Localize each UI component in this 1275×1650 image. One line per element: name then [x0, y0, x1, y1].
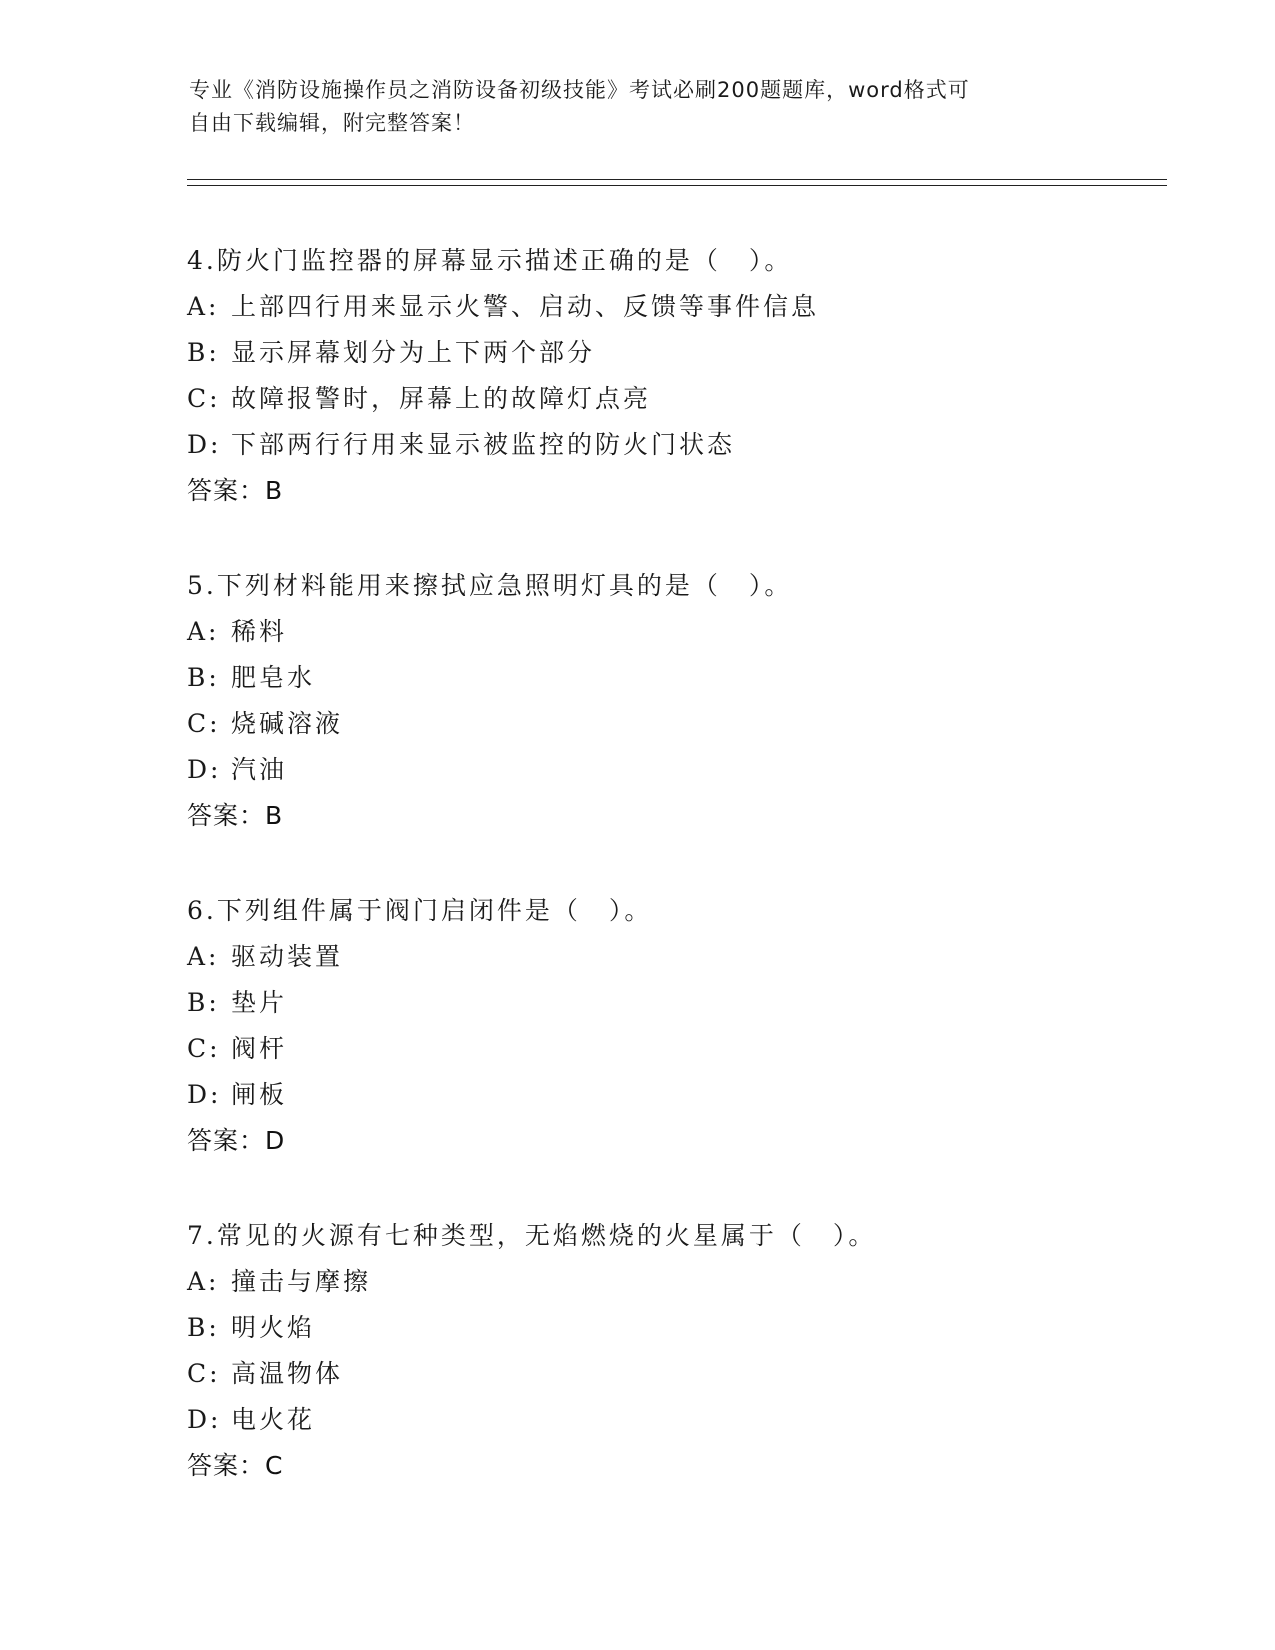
header-divider-bottom: [187, 185, 1167, 186]
option-text: 汽油: [231, 755, 288, 784]
header-line-1: 专业《消防设施操作员之消防设备初级技能》考试必刷200题题库，word格式可: [189, 78, 970, 102]
option-c: [187, 376, 1147, 422]
answer-line: 答案：B: [187, 476, 284, 505]
option-d: [187, 422, 1147, 468]
option-letter: D:: [187, 1405, 222, 1434]
question-stem: 5.下列材料能用来擦拭应急照明灯具的是（ ）。: [187, 571, 793, 600]
option-text: 垫片: [231, 988, 288, 1017]
option-b: [187, 980, 1147, 1026]
document-header: [189, 74, 1089, 140]
option-text: 高温物体: [231, 1359, 344, 1388]
option-text: 下部两行行用来显示被监控的防火门状态: [231, 430, 736, 459]
option-letter: D:: [187, 1080, 222, 1109]
option-letter: A:: [187, 292, 220, 321]
answer-line: 答案：B: [187, 801, 284, 830]
option-a: [187, 1259, 1147, 1305]
question-stem: 7.常见的火源有七种类型，无焰燃烧的火星属于（ ）。: [187, 1221, 877, 1250]
option-text: 故障报警时，屏幕上的故障灯点亮: [231, 384, 652, 413]
option-letter: A:: [187, 942, 220, 971]
option-b: [187, 330, 1147, 376]
question-4: [187, 238, 1147, 514]
answer-line: 答案：D: [187, 1126, 286, 1155]
answer-line: 答案：C: [187, 1451, 284, 1480]
question-5: [187, 563, 1147, 839]
header-divider-top: [187, 179, 1167, 180]
option-letter: B:: [187, 663, 220, 692]
option-letter: B:: [187, 1313, 220, 1342]
question-stem: 6.下列组件属于阀门启闭件是（ ）。: [187, 896, 653, 925]
option-b: [187, 655, 1147, 701]
question-list: [187, 238, 1147, 1538]
option-letter: D:: [187, 430, 222, 459]
header-line-2: 自由下载编辑，附完整答案！: [189, 111, 475, 135]
option-text: 阀杆: [231, 1034, 288, 1063]
option-d: [187, 1397, 1147, 1443]
option-a: [187, 609, 1147, 655]
option-c: [187, 1351, 1147, 1397]
option-letter: A:: [187, 617, 220, 646]
option-text: 显示屏幕划分为上下两个部分: [231, 338, 596, 367]
option-c: [187, 1026, 1147, 1072]
option-d: [187, 1072, 1147, 1118]
option-a: [187, 934, 1147, 980]
option-text: 肥皂水: [231, 663, 316, 692]
option-b: [187, 1305, 1147, 1351]
option-text: 上部四行用来显示火警、启动、反馈等事件信息: [231, 292, 820, 321]
option-text: 明火焰: [231, 1313, 316, 1342]
question-stem: 4.防火门监控器的屏幕显示描述正确的是（ ）。: [187, 246, 793, 275]
question-6: [187, 888, 1147, 1164]
option-text: 电火花: [231, 1405, 316, 1434]
option-d: [187, 747, 1147, 793]
option-text: 烧碱溶液: [231, 709, 344, 738]
option-text: 驱动装置: [231, 942, 344, 971]
option-letter: C:: [187, 1034, 221, 1063]
option-letter: D:: [187, 755, 222, 784]
option-a: [187, 284, 1147, 330]
option-letter: B:: [187, 338, 220, 367]
option-text: 稀料: [231, 617, 288, 646]
option-text: 闸板: [231, 1080, 288, 1109]
option-letter: C:: [187, 709, 221, 738]
option-letter: A:: [187, 1267, 220, 1296]
question-7: [187, 1213, 1147, 1489]
option-letter: C:: [187, 384, 221, 413]
option-letter: B:: [187, 988, 220, 1017]
option-c: [187, 701, 1147, 747]
option-letter: C:: [187, 1359, 221, 1388]
option-text: 撞击与摩擦: [231, 1267, 372, 1296]
